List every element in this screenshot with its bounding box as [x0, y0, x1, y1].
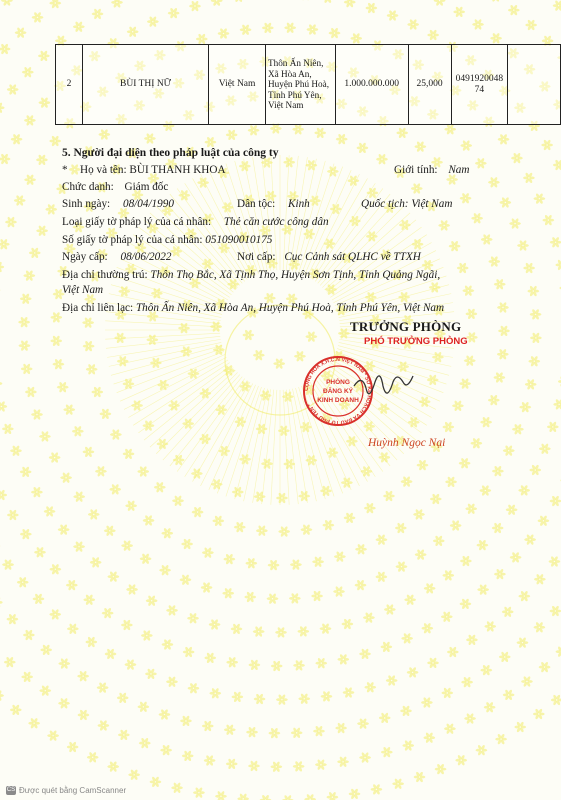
issue-place-label: Nơi cấp:	[237, 251, 276, 263]
issue-date-label: Ngày cấp:	[62, 251, 108, 263]
issue-date-value: 08/06/2022	[120, 251, 172, 263]
stamp-text-1: PHÒNG	[326, 379, 350, 386]
doc-no-label: Số giấy tờ pháp lý của cá nhân:	[62, 234, 203, 246]
doc-type-value: Thẻ căn cước công dân	[223, 216, 329, 228]
doc-no-value: 051090010175	[205, 234, 273, 246]
cell-extra	[508, 45, 561, 125]
stamp-text-3: KINH DOANH	[317, 397, 359, 404]
name-label: Họ và tên:	[80, 164, 127, 176]
permanent-address-label: Địa chỉ thường trú:	[62, 269, 148, 281]
contact-address-label: Địa chỉ liên lạc:	[62, 302, 134, 314]
nationality-label: Quốc tịch:	[361, 198, 409, 210]
doc-no-line	[62, 234, 272, 246]
dob-value: 08/04/1990	[122, 198, 174, 210]
position-line	[62, 181, 168, 193]
cell-address: Thôn Ấn Niên, Xã Hòa An, Huyện Phú Hoà, Tỉnh Phú Yên, Việt Nam	[266, 45, 336, 125]
cell-capital: 1.000.000.000	[335, 45, 408, 125]
gender-label: Giới tính:	[394, 164, 438, 176]
gender-line	[394, 164, 469, 176]
camscanner-icon: CS	[6, 787, 16, 794]
stamp-text-2: ĐĂNG KÝ	[323, 388, 353, 395]
permanent-address-line	[62, 269, 440, 281]
ethnic-label: Dân tộc:	[237, 198, 276, 210]
ethnic-value: Kinh	[288, 198, 310, 210]
name-value: BÙI THANH KHOA	[129, 164, 226, 176]
cell-name: BÙI THỊ NỮ	[82, 45, 208, 125]
cell-share: 25,000	[408, 45, 451, 125]
scanner-footer	[6, 786, 126, 795]
issue-place-line	[237, 251, 421, 263]
gender-value: Nam	[448, 164, 470, 176]
dob-label: Sinh ngày:	[62, 198, 111, 210]
bullet-star: *	[62, 164, 68, 176]
contact-address-value: Thôn Ấn Niên, Xã Hòa An, Huyện Phú Hoà, Tỉnh Phú Yên, Việt Nam	[135, 302, 445, 314]
issue-date-line	[62, 251, 171, 263]
shareholder-table	[55, 44, 561, 125]
dob-line	[62, 198, 174, 210]
permanent-address-line-2: Việt Nam	[62, 284, 104, 296]
doc-type-label: Loại giấy tờ pháp lý của cá nhân:	[62, 216, 212, 228]
signer-name: Huỳnh Ngọc Nại	[368, 437, 446, 449]
signature-subtitle: PHÓ TRƯỞNG PHÒNG	[364, 336, 468, 347]
table-row	[56, 45, 561, 125]
name-line	[62, 164, 226, 176]
position-label: Chức danh:	[62, 181, 114, 193]
ethnic-line	[237, 198, 310, 210]
nationality-line	[361, 198, 452, 210]
cell-nationality: Việt Nam	[209, 45, 266, 125]
issue-place-value: Cục Cảnh sát QLHC về TTXH	[284, 251, 421, 263]
nationality-value: Việt Nam	[411, 198, 453, 210]
official-stamp	[302, 346, 422, 436]
doc-type-line	[62, 216, 329, 228]
section-title: 5. Người đại diện theo pháp luật của công ty	[62, 147, 279, 159]
permanent-address-value: Thôn Thọ Bắc, Xã Tịnh Thọ, Huyện Sơn Tịnh, Tỉnh Quảng Ngãi,	[150, 269, 441, 281]
cell-no: 2	[56, 45, 83, 125]
position-value: Giám đốc	[124, 181, 169, 193]
contact-address-line	[62, 302, 444, 314]
cell-id: 049192004874	[451, 45, 508, 125]
footer-text: Được quét bằng CamScanner	[19, 786, 127, 795]
signature-title: TRƯỞNG PHÒNG	[350, 319, 462, 334]
stamp-ring-text: CỘNG HÒA X.H.C.N VIỆT NAM * SỞ KẾ HOẠCH VÀ ĐẦU TƯ PHÚ YÊN *	[303, 356, 373, 426]
